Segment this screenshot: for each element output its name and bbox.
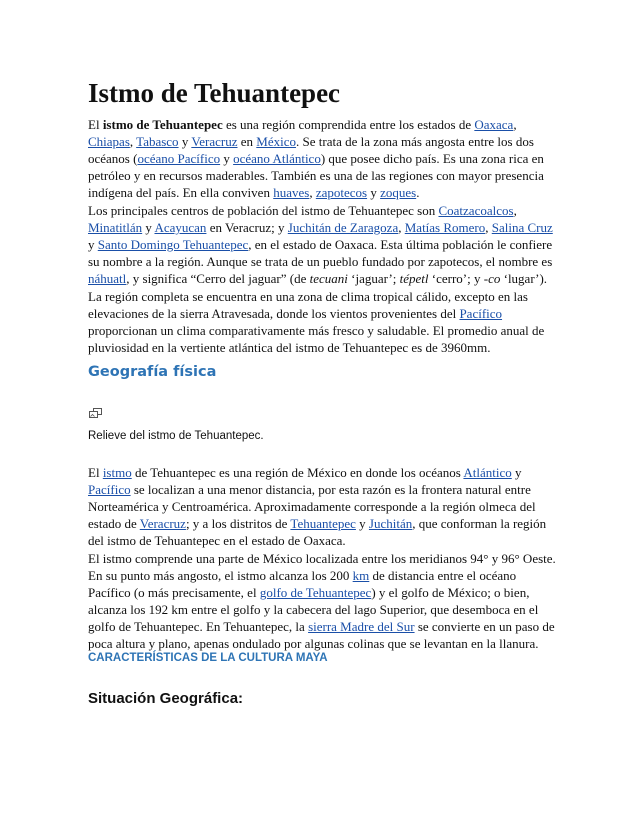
link-huaves[interactable]: huaves <box>273 185 310 200</box>
link-juchitan-de-zaragoza[interactable]: Juchitán de Zaragoza <box>287 220 399 235</box>
italic-term: tépetl <box>399 271 429 286</box>
link-minatitlan[interactable]: Minatitlán <box>88 220 143 235</box>
link-km[interactable]: km <box>352 568 370 583</box>
page-title: Istmo de Tehuantepec <box>88 78 341 108</box>
link-sierra-madre-del-sur[interactable]: sierra Madre del Sur <box>308 619 415 634</box>
heading-geografia-fisica: Geografía física <box>88 364 217 380</box>
paragraph-intro: El istmo de Tehuantepec es una región comprendida entre los estados de Oaxaca, Chiapas, Tabasco y Veracruz en México. Se trata de la zona más angosta entre los dos océanos (océano Pacífico y océano Atlántico) que posee dicho país. Es una zona rica en petróleo y en recursos maderables. También es una de las regiones con mayor presencia indígena del país. En ella conviven huaves, zapotecos y zoques. <box>88 117 544 200</box>
italic-term: -co <box>483 271 501 286</box>
broken-image-icon <box>89 408 102 419</box>
link-oaxaca[interactable]: Oaxaca <box>474 117 514 132</box>
link-chiapas[interactable]: Chiapas <box>88 134 130 149</box>
link-veracruz[interactable]: Veracruz <box>139 516 186 531</box>
paragraph-meridianos: El istmo comprende una parte de México localizada entre los meridianos 94° y 96° Oeste. En su punto más angosto, el istmo alcanza los 200 km de distancia entre el océano Pacífico (o más precisamente, el golfo de Tehuantepec) y el golfo de México; o bien, alcanza los 192 km entre el golfo y la cabecera del lago Superior, que desemboca en el golfo de Tehuantepec. En Tehuantepec, la sierra Madre del Sur se convierte en un paso de poca altura y plano, apenas ondulado por algunas colinas que se levantan en la llanura. <box>88 551 556 651</box>
link-matias-romero[interactable]: Matías Romero <box>404 220 486 235</box>
link-oceano-atlantico[interactable]: océano Atlántico <box>233 151 321 166</box>
image-caption: Relieve del istmo de Tehuantepec. <box>88 430 264 442</box>
link-coatzacoalcos[interactable]: Coatzacoalcos <box>438 203 514 218</box>
link-pacifico[interactable]: Pacífico <box>88 482 131 497</box>
heading-caracteristicas: CARACTERÍSTICAS DE LA CULTURA MAYA <box>88 652 328 664</box>
paragraph-poblacion: Los principales centros de población del istmo de Tehuantepec son Coatzacoalcos, Minatitlán y Acayucan en Veracruz; y Juchitán de Zaragoza, Matías Romero, Salina Cruz y Santo Domingo Tehuantepec, en el estado de Oaxaca. Esta última población le confiere su nombre a la región. Aunque se trata de un pueblo fundado por zapotecos, el nombre es náhuatl, y significa “Cerro del jaguar” (de tecuani ‘jaguar’; tépetl ‘cerro’; y -co ‘lugar’). <box>88 203 553 286</box>
link-nahuatl[interactable]: náhuatl <box>88 271 127 286</box>
link-veracruz[interactable]: Veracruz <box>191 134 238 149</box>
italic-term: tecuani <box>309 271 348 286</box>
link-juchitan[interactable]: Juchitán <box>368 516 413 531</box>
link-istmo[interactable]: istmo <box>102 465 132 480</box>
link-golfo-de-tehuantepec[interactable]: golfo de Tehuantepec <box>259 585 372 600</box>
link-salina-cruz[interactable]: Salina Cruz <box>491 220 553 235</box>
paragraph-clima: La región completa se encuentra en una zona de clima tropical cálido, excepto en las elevaciones de la sierra Atravesada, donde los vientos provenientes del Pacífico proporcionan un clima comparativamente más fresco y saludable. El promedio anual de pluviosidad en la vertiente atlántica del istmo de Tehuantepec es de 3960mm. <box>88 289 545 355</box>
link-tabasco[interactable]: Tabasco <box>136 134 179 149</box>
link-zapotecos[interactable]: zapotecos <box>315 185 368 200</box>
link-zoques[interactable]: zoques <box>380 185 417 200</box>
link-mexico[interactable]: México <box>256 134 297 149</box>
paragraph-istmo: El istmo de Tehuantepec es una región de México en donde los océanos Atlántico y Pacífico se localizan a una menor distancia, por esta razón es la frontera natural entre Norteamérica y Centroamérica. Aproximadamente corresponde a la región olmeca del estado de Veracruz; y a los distritos de Tehuantepec y Juchitán, que conforman la región del istmo de Tehuantepec en el estado de Oaxaca. <box>88 465 547 548</box>
link-oceano-pacifico[interactable]: océano Pacífico <box>137 151 221 166</box>
heading-situacion-geografica: Situación Geográfica: <box>88 690 244 707</box>
link-tehuantepec[interactable]: Tehuantepec <box>290 516 356 531</box>
link-pacifico[interactable]: Pacífico <box>459 306 503 321</box>
link-atlantico[interactable]: Atlántico <box>463 465 512 480</box>
bold-term: istmo de Tehuantepec <box>102 117 223 132</box>
link-acayucan[interactable]: Acayucan <box>154 220 207 235</box>
link-santo-domingo-tehuantepec[interactable]: Santo Domingo Tehuantepec <box>97 237 249 252</box>
